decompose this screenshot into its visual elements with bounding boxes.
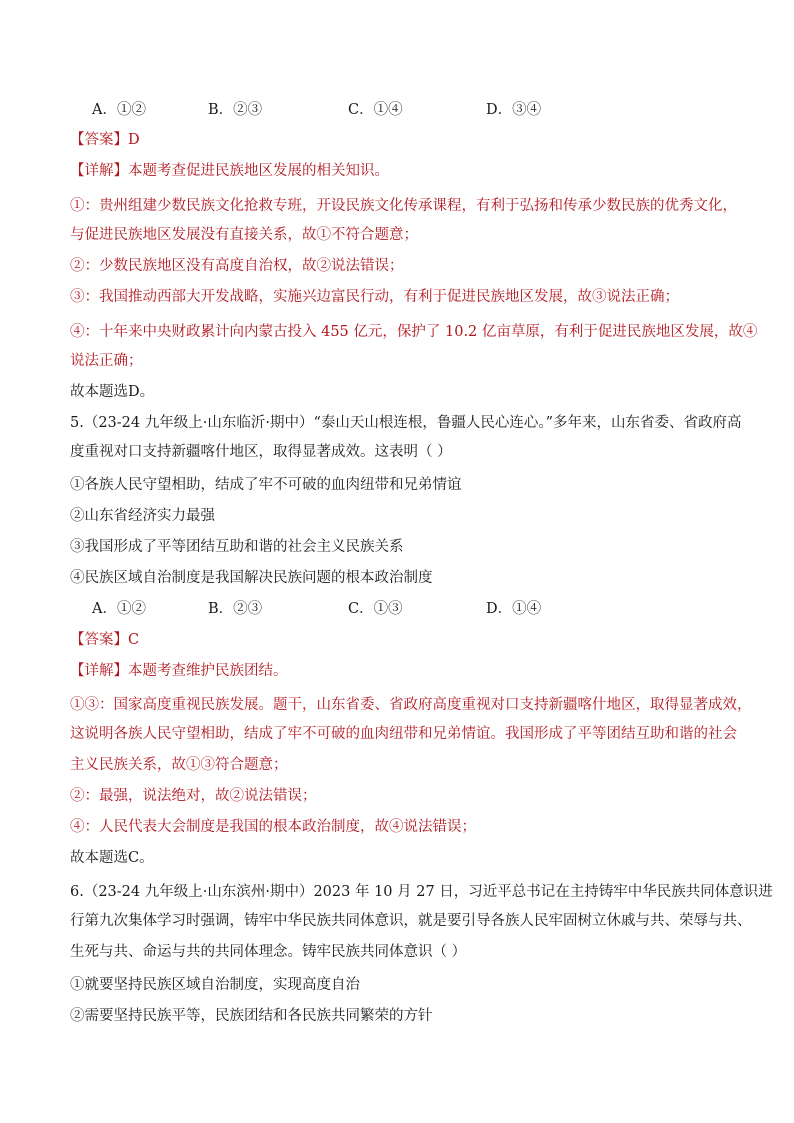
q4-answer: 【答案】D: [70, 132, 140, 148]
q5-answer: 【答案】C: [70, 632, 140, 648]
q6-statement-1: ①就要坚持民族区域自治制度，实现高度自治: [70, 977, 360, 993]
q5-statement-1: ①各族人民守望相助，结成了牢不可破的血肉纽带和兄弟情谊: [70, 477, 462, 493]
q5-option-a: A．①②: [92, 601, 146, 617]
q5-analysis-13-line3: 主义民族关系，故①③符合题意；: [70, 757, 288, 773]
q4-analysis-1-line1: ①：贵州组建少数民族文化抢救专班，开设民族文化传承课程，有利于弘扬和传承少数民族的优秀文化，: [70, 198, 737, 214]
q4-option-c: C．①④: [348, 102, 403, 118]
q6-stem-line3: 生死与共、命运与共的共同体理念。铸牢民族共同体意识（ ）: [70, 944, 467, 960]
q5-option-c: C．①③: [348, 601, 403, 617]
q4-analysis-2: ②：少数民族地区没有高度自治权，故②说法错误；: [70, 258, 404, 274]
q4-detail-heading: 【详解】本题考查促进民族地区发展的相关知识。: [70, 163, 389, 179]
q5-detail-heading: 【详解】本题考查维护民族团结。: [70, 663, 288, 679]
q5-analysis-13-line2: 这说明各族人民守望相助，结成了牢不可破的血肉纽带和兄弟情谊。我国形成了平等团结互助和谐的社会: [70, 726, 737, 742]
q6-statement-2: ②需要坚持民族平等，民族团结和各民族共同繁荣的方针: [70, 1008, 433, 1024]
q5-statement-2: ②山东省经济实力最强: [70, 508, 215, 524]
q4-option-a: A．①②: [92, 102, 146, 118]
q5-analysis-13-line1: ①③：国家高度重视民族发展。题干，山东省委、省政府高度重视对口支持新疆喀什地区，取得显著成效，: [70, 697, 752, 713]
q4-option-b: B．②③: [208, 102, 263, 118]
q4-analysis-4-line2: 说法正确；: [70, 353, 143, 369]
q5-option-d: D．①④: [486, 601, 542, 617]
q4-analysis-4-line1: ④：十年来中央财政累计向内蒙古投入 455 亿元，保护了 10.2 亿亩草原，有利于促进民族地区发展，故④: [70, 324, 758, 340]
q6-stem-line1: 6.（23-24 九年级上·山东滨州·期中）2023 年 10 月 27 日，习近平总书记在主持铸牢中华民族共同体意识进: [70, 884, 773, 900]
q5-analysis-2: ②：最强，说法绝对，故②说法错误；: [70, 788, 317, 804]
q4-option-d: D．③④: [486, 102, 542, 118]
q5-analysis-4: ④：人民代表大会制度是我国的根本政治制度，故④说法错误；: [70, 819, 476, 835]
q5-option-b: B．②③: [208, 601, 263, 617]
q6-stem-line2: 行第九次集体学习时强调，铸牢中华民族共同体意识，就是要引导各族人民牢固树立休戚与共、荣辱与共、: [70, 913, 752, 929]
q5-conclusion: 故本题选C。: [70, 850, 154, 866]
q5-stem-line1: 5.（23-24 九年级上·山东临沂·期中）“泰山天山根连根，鲁疆人民心连心。”多年来，山东省委、省政府高: [70, 415, 742, 431]
q5-stem-line2: 度重视对口支持新疆喀什地区，取得显著成效。这表明（ ）: [70, 444, 452, 460]
q5-statement-4: ④民族区域自治制度是我国解决民族问题的根本政治制度: [70, 570, 433, 586]
q5-statement-3: ③我国形成了平等团结互助和谐的社会主义民族关系: [70, 539, 404, 555]
q4-conclusion: 故本题选D。: [70, 384, 155, 400]
q4-analysis-1-line2: 与促进民族地区发展没有直接关系，故①不符合题意；: [70, 227, 418, 243]
q4-analysis-3: ③：我国推动西部大开发战略，实施兴边富民行动，有利于促进民族地区发展，故③说法正确；: [70, 289, 679, 305]
